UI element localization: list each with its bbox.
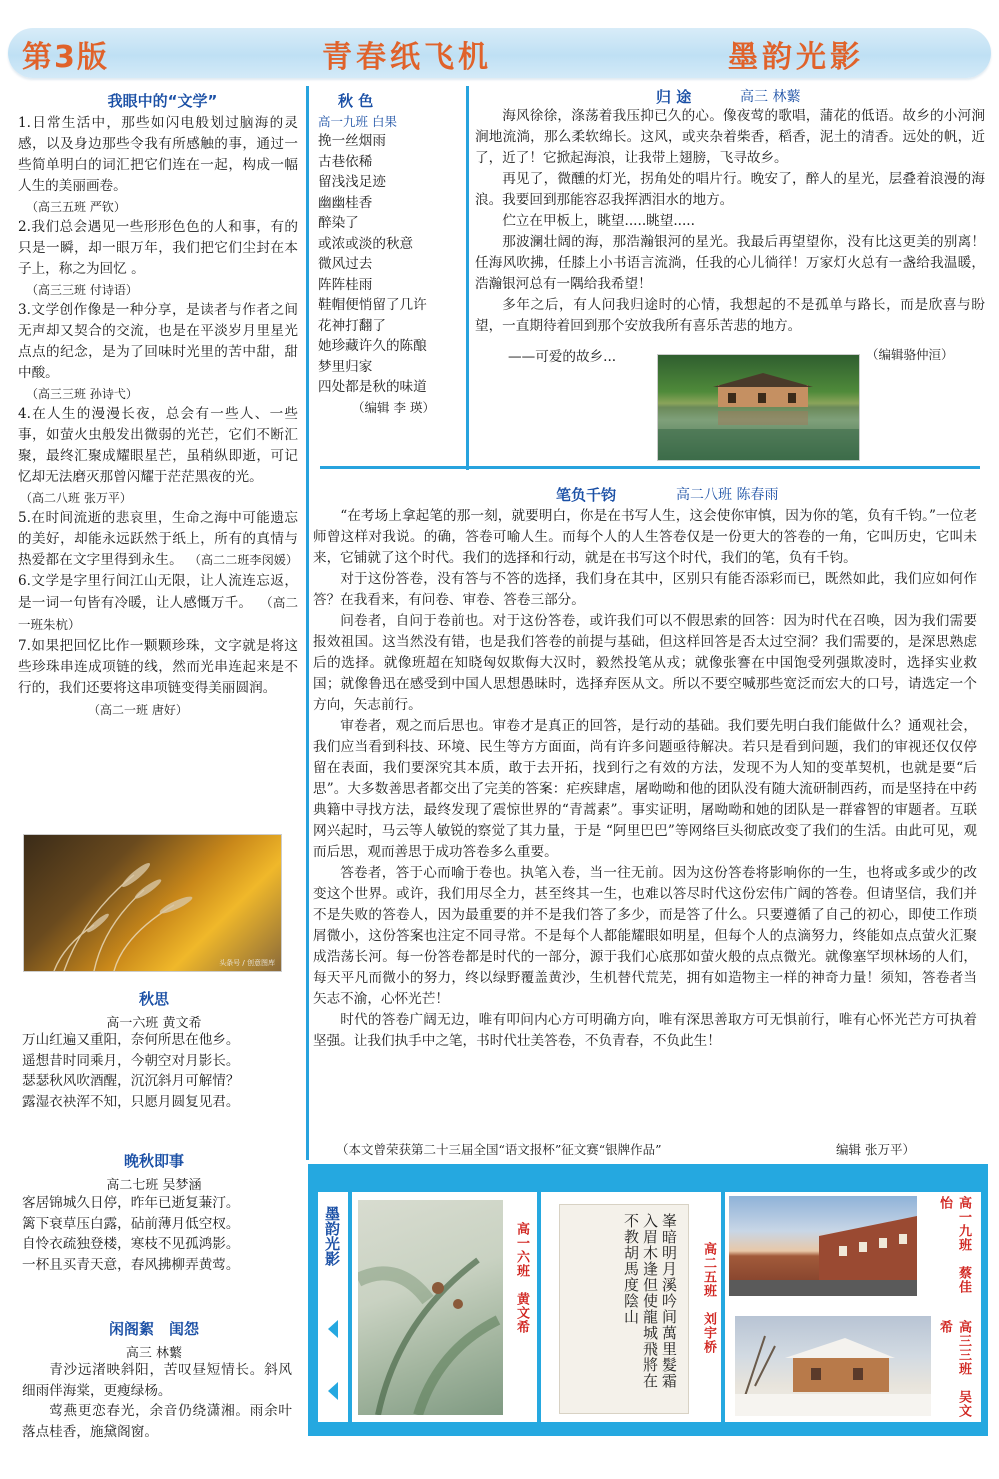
gallery-label: 墨韵光影 [323,1206,341,1266]
poem-line: 幽幽桂香 [318,194,373,211]
paragraph: “在考场上拿起笔的那一刻，就要明白，你是在书写人生，这会使你审慎，因为你的笔，负有千钧。”一位老师曾这样对我说。的确，答卷可喻人生。而每个人的人生答卷仅是一份更大的答卷的一角，它叫历史，它叫未来，它铺就了这个时代。我们的选择和行动，就是在书写这个时代，我们的笔，负有千钧。 [313,508,977,566]
paragraph: 答卷者，答于心而喻于卷也。执笔入卷，当一往无前。因为这份答卷将影响你的一生，也将或多或少的改变这个世界。或许，我们用尽全力，甚至终其一生，也难以答尽时代这份宏伟广阔的答卷。但请坚信，我们并不是失败的答卷人，因为最重要的并不是我们答了多少，而是答了什么。只要遵循了自己的初心，即使工作琐屑微小，这份答案也注定不同寻常。不是每个人都能耀眼如明星，但每个人的点滴努力，终能如点点萤火汇聚成浩荡长河。每一份答卷都是时代的一部分，源于我们心底那如萤火般的点点微光。就像塞罕坝林场的人们，每天平凡而微小的努力，终以绿野覆盖黄沙，生机替代荒芜，拥有如造物主一样的神奇力量！须知，答卷者当矢志不渝，心怀光芒！ [313,865,977,1007]
arrow-left-icon [328,1320,338,1338]
list-item-author: （高三五班 严钦） [26,200,126,214]
calligraphy-text [621,1213,678,1401]
literature-list [18,113,298,721]
artwork-card [352,1192,537,1422]
list-item: 7.如果把回忆比作一颗颗珍珠，文字就是将这些珍珠串连成项链的线，然而光串连起来是不行的，我们还要将这串项链变得美丽圆润。 [18,638,298,696]
arrow-left-icon [328,1382,338,1400]
poem-line: 醉染了 [318,215,359,231]
poem-line: 她珍藏许久的陈酿 [318,338,427,354]
list-item-author: （高二一班 唐好） [88,703,188,717]
poem-line: 自怜衣疏独登楼，寒枝不见孤鸿影。 [22,1236,240,1252]
poem-line: 微风过去 [318,256,373,272]
article-author: 高二八班 陈春雨 [676,487,779,503]
poem-line: 遥想昔时同乘月，今朝空对月影长。 [22,1052,240,1069]
calligraphy-glyph: 不 [622,1213,640,1229]
calligraphy-glyph: 入 [641,1213,659,1229]
column-title: 墨韵光影 [728,40,864,75]
calligraphy-glyph: 使 [641,1293,659,1309]
list-item-author: （高三三班 孙诗弋） [26,387,138,401]
calligraphy-glyph: 教 [622,1229,640,1245]
poem-author: 高二七班 吴梦涵 [106,1178,202,1193]
poem-title-qiuse: 秋 色 [338,92,374,110]
lake-house-illustration [658,355,859,460]
poem-line: 篱下衰草压白露，砧前薄月低空杈。 [22,1215,240,1232]
calligraphy-glyph: 山 [622,1309,640,1325]
paragraph: 审卷者，观之而后思也。审卷才是真正的回答，是行动的基础。我们要先明白我们能做什么？通观社会，我们应当看到科技、环境、民生等方方面面，尚有许多问题亟待解决。若只是看到问题，我们的审视还仅仅停留在表面，我们要深究其本质，敢于去开拓，找到行之有效的方法，发现不为人知的变革契机，也就是要“后思”。大多数善思者都交出了完美的答案：疟疾肆虐，屠呦呦和他的团队没有随大流研制西药，而是坚持在中药典籍中寻找方法，最终发现了震惊世界的“青蒿素”。事实证明，屠呦呦和她的团队是一群睿智的审题者。互联网兴起时，马云等人敏锐的察觉了其力量，于是 “阿里巴巴”等网络巨头彻底改变了我们的生活。由此可见，观而后思，观而善思于成功答卷多么重要。 [313,718,977,860]
calligraphy-glyph: 眉 [641,1229,659,1245]
poem-body-wanqiu [22,1193,292,1275]
artist-label: 高三三班 吴文希 [937,1320,971,1418]
poem-line: 万山红遍又重阳，奈何所思在他乡。 [22,1032,240,1048]
calligraphy-glyph: 度 [622,1277,640,1293]
poem-line: 客居锦城久日停，昨年已逝复蒹汀。 [22,1195,240,1211]
editor-note: （编辑骆仲洹） [866,347,954,362]
paragraph: 对于这份答卷，没有答与不答的选择，我们身在其中，区别只有能否添彩而已，既然如此，我们应如何作答？在我看来，有问卷、审卷、答卷三部分。 [313,571,977,608]
grass-photo [23,834,282,972]
calligraphy-glyph: 月 [660,1261,678,1277]
calligraphy-glyph: 木 [641,1245,659,1261]
poem-author: 高三 林蘩 [125,1346,183,1361]
calligraphy-glyph: 胡 [622,1245,640,1261]
poem-author: 高一九班 白果 [318,114,397,129]
article-body-guitu [475,106,985,337]
poem-line: 青沙远渚映斜阳，苦叹昼短情长。斜风细雨伴海棠，更瘦绿杨。 [22,1362,292,1399]
list-item-author: （高二一班朱杭） [18,595,298,632]
article-author: 高三 林蘩 [740,89,801,105]
section-divider [320,466,980,469]
banana-leaf-illustration [358,1200,503,1415]
poem-line: 一杯且买青天意，春风拂柳弄黄莺。 [22,1256,240,1273]
ink-painting [358,1200,503,1415]
article-ending: ——可爱的故乡... [508,349,617,365]
poem-title-wanqiu: 晚秋即事 [123,1152,184,1170]
edition-label: 第3版 [22,40,109,75]
poem-body-xiange [22,1360,292,1442]
editor-note: 编辑 张万平） [836,1142,915,1157]
gallery-label-box [318,1192,348,1422]
building-photo [729,1196,917,1296]
poem-line: 挽一丝烟雨 [318,133,386,149]
lake-house-photo [657,354,860,461]
award-note: （本文曾荣获第二十三届全国“语文报杯”征文赛“银牌作品” [336,1142,662,1157]
calligraphy-glyph: 將 [641,1357,659,1373]
article-body-bifu [313,506,977,1052]
calligraphy-glyph: 陰 [622,1293,640,1309]
artwork-card [725,1192,981,1422]
calligraphy-glyph: 间 [660,1309,678,1325]
calligraphy-glyph: 里 [660,1341,678,1357]
snow-cottage-illustration [735,1316,931,1416]
calligraphy-glyph: 萬 [660,1325,678,1341]
poem-line: 四处都是秋的味道 [318,379,427,395]
photo-watermark: 头条号 / 创意图库 [219,959,275,967]
list-item-author: （高三三班 付诗语） [26,283,138,297]
grass-illustration [24,835,281,971]
calligraphy-glyph: 溪 [660,1277,678,1293]
section-title: 青春纸飞机 [322,40,492,75]
poem-line: 鞋帽便悄留了几许 [318,297,427,313]
list-item: 1.日常生活中，那些如闪电般划过脑海的灵感，以及身边那些令我有所感触的事，通过一些简单明白的词汇把它们连在一起，构成一幅人生的美丽画卷。 [18,115,298,194]
list-item: 3.文学创作像是一种分享，是读者与作者之间无声却又契合的交流，也是在平淡岁月里星光点点的纪念，是为了回味时光里的苦中甜，甜中酸。 [18,302,298,381]
calligraphy-glyph: 霜 [660,1373,678,1389]
list-item-author: （高二二班李闵媛） [188,553,298,567]
poem-line: 留浅浅足迹 [318,174,386,190]
column-divider-left [306,86,309,1160]
calligraphy-glyph: 髮 [660,1357,678,1373]
poem-title-qiusi: 秋思 [138,990,169,1008]
calligraphy-glyph: 在 [641,1373,659,1389]
paragraph: 多年之后，有人问我归途时的心情，我想起的不是孤单与路长，而是欣喜与盼望，一直期待着回到那个安放我所有喜乐苦悲的地方。 [475,297,985,334]
calligraphy-glyph: 吟 [660,1293,678,1309]
poem-line: 露湿衣袂浑不知，只愿月圆复见君。 [22,1093,240,1110]
poem-body-qiuse [318,131,463,418]
paragraph: 问卷者，自问于卷前也。对于这份答卷，或许我们可以不假思索的回答：因为时代在召唤，因为我们需要报效祖国。这当然没有错，也是我们答卷的前提与基础，但这样回答是否太过空洞？我们需要的，是深思熟虑后的选择。就像班超在知晓匈奴欺侮大汉时，毅然投笔从戎；就像张謇在中国饱受列强欺凌时，选择实业救国；就像鲁迅在感受到中国人思想愚昧时，选择弃医从文。所以不要空喊那些宽泛而宏大的口号，请选定一个方向，矢志前行。 [313,613,977,713]
calligraphy-glyph: 峯 [660,1213,678,1229]
poem-author: 高一六班 黄文希 [106,1016,202,1031]
paragraph: 时代的答卷广阔无边，唯有叩问内心方可明确方向，唯有深思善取方可无惧前行，唯有心怀光芒方可执着坚强。让我们执手中之笔，书时代壮美答卷，不负青春，不负此生！ [313,1012,977,1049]
poem-body-qiusi [22,1030,292,1112]
poem-line: 瑟瑟秋风吹酒醒，沉沉斜月可解情？ [22,1073,240,1089]
artist-label: 高一九班 蔡佳怡 [937,1196,971,1294]
calligraphy-glyph: 城 [641,1325,659,1341]
calligraphy-scroll [559,1204,689,1414]
calligraphy-glyph: 馬 [622,1261,640,1277]
column-divider-mid [466,86,469,470]
snow-painting [735,1316,931,1416]
calligraphy-glyph: 龍 [641,1309,659,1325]
poem-line: 梦里归家 [318,358,373,375]
list-item: 4.在人生的漫漫长夜，总会有一些人、一些事，如萤火虫般发出微弱的光芒，它们不断汇聚，最终汇聚成耀眼星芒，虽稍纵即逝，可记忆却无法磨灭那曾闪耀于茫茫黑夜的光。 [18,406,298,485]
poem-line: 或浓或淡的秋意 [318,235,414,252]
paragraph: 那波澜壮阔的海，那浩瀚银河的星光。我最后再望望你，没有比这更美的别离！任海风吹拂，任膝上小书语言流淌，任我的心儿徜徉！万家灯火总有一盏给我温暖，浩瀚银河总有一隅给我希望！ [475,234,985,292]
paragraph: 再见了，微醺的灯光，拐角处的唱片行。晚安了，醉人的星光，层叠着浪漫的海浪。我要回到那能容忍我挥洒泪水的地方。 [475,171,985,208]
poem-line: 阵阵桂雨 [318,276,373,293]
list-item: 2.我们总会遇见一些形形色色的人和事，有的只是一瞬，却一眼万年，我们把它们尘封在本子上，称之为回忆 。 [18,219,298,277]
poem-line: 莺燕更恋春光，余音仍绕潇湘。雨余叶落点桂香，施黛阁窗。 [22,1403,292,1440]
artist-label: 高一六班 黄文希 [514,1222,529,1334]
artist-label: 高二五班 刘宇桥 [701,1242,716,1354]
calligraphy-glyph: 逢 [641,1261,659,1277]
calligraphy-glyph: 暗 [660,1229,678,1245]
list-item: 5.在时间流逝的悲哀里，生命之海中可能遗忘的美好，却能永远跃然于纸上，所有的真情与热爱都在文字里得到永生。 [18,510,298,568]
poem-line: 古巷依稀 [318,153,373,170]
editor-note: （编辑 李 瑛） [352,399,435,415]
calligraphy-glyph: 明 [660,1245,678,1261]
list-item-author: （高二八班 张万平） [20,491,132,505]
poem-line: 花神打翻了 [318,317,386,334]
paragraph: 伫立在甲板上，眺望.....眺望..... [502,213,695,229]
article-title-literature: 我眼中的“文学” [107,92,218,110]
article-title-guitu: 归 途 [656,88,692,106]
calligraphy-glyph: 飛 [641,1341,659,1357]
paragraph: 海风徐徐，涤荡着我压抑已久的心。像夜莺的歌唱，蒲花的低语。故乡的小河涧涧地流淌，那么柔软绵长。这风，或夹杂着柴香，稻香，泥土的清香。远处的帆，近了，近了！它掀起海浪，让我带上翅膀，飞寻故乡。 [475,108,985,166]
artwork-card [541,1192,721,1422]
poem-title-xiange: 闲阁絮 闺怨 [108,1320,199,1338]
list-item: 6.文学是字里行间江山无限，让人流连忘返，是一词一句皆有冷暖，让人感慨万千。 [18,573,298,611]
calligraphy-glyph: 但 [641,1277,659,1293]
brick-building-illustration [729,1196,917,1296]
article-title-bifu: 笔负千钧 [556,486,617,504]
